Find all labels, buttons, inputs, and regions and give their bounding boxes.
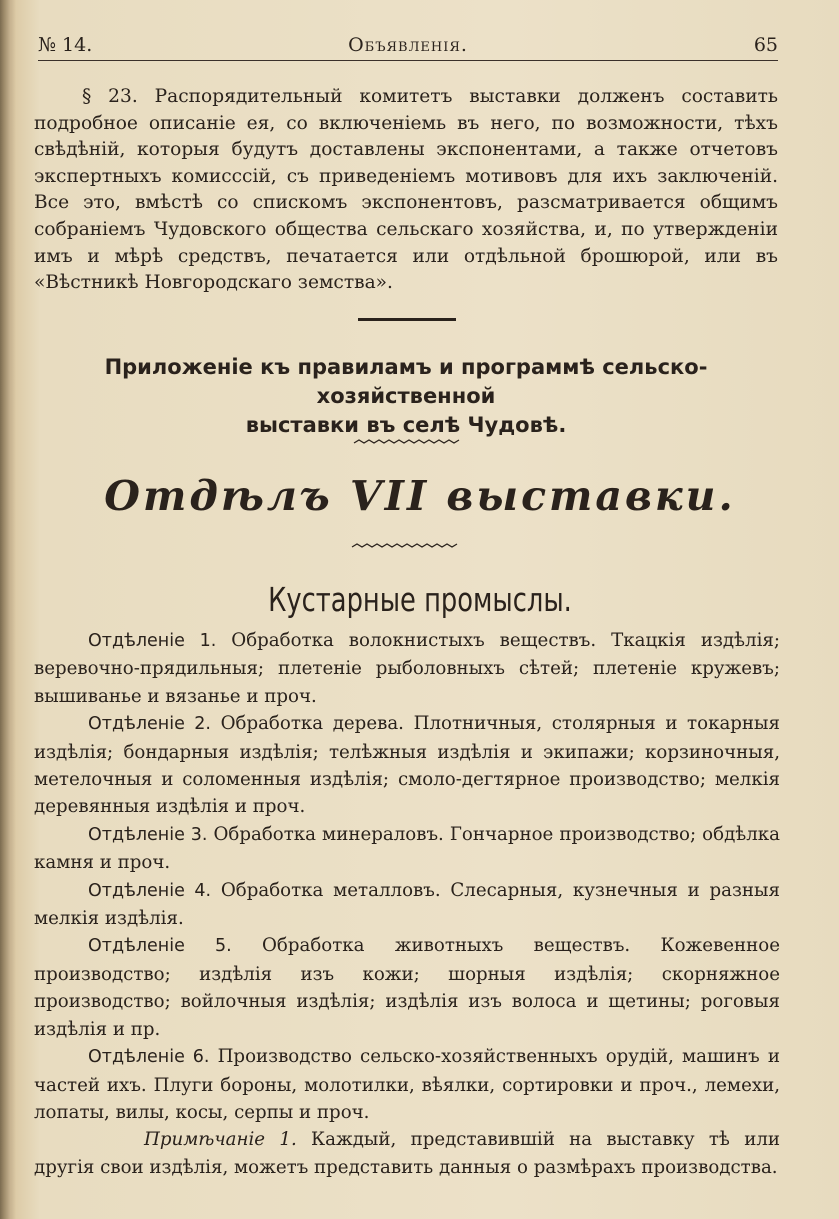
section-label: Отдѣленіе 3. [88, 824, 208, 845]
section-item [34, 627, 780, 710]
page-number: 65 [753, 34, 778, 56]
ornament-squiggle-top [352, 437, 462, 447]
note-label: Примѣчаніе 1. [144, 1129, 297, 1151]
note-text: Каждый, представившій на выставку тѣ или другія свои издѣлія, можетъ представить данныя о размѣрахъ производства. [34, 1129, 780, 1178]
department-subtitle: Кустарные промыслы. [268, 580, 572, 619]
appendix-heading [30, 353, 782, 440]
section-label: Отдѣленіе 1. [88, 631, 217, 651]
appendix-heading-line-2: выставки въ селѣ Чудовѣ. [245, 413, 567, 437]
note-paragraph [34, 1126, 780, 1181]
section-item [34, 710, 780, 821]
ornament-squiggle-bottom [350, 541, 460, 551]
section-item [34, 1043, 780, 1126]
page-spine-shadow [0, 0, 16, 1219]
running-header [38, 30, 778, 61]
section-text: Производство сельско-хозяйственныхъ орудій, машинъ и частей ихъ. Плуги бороны, молотилки, вѣялки, сортировки и проч., лемехи, лопаты, вилы, косы, серпы и проч. [34, 1046, 780, 1123]
section-text: Обработка волокнистыхъ веществъ. Ткацкія издѣлія; веревочно-прядильныя; плетеніе рыболовныхъ сѣтей; плетеніе кружевъ; вышиванье и вязанье и проч. [34, 630, 780, 707]
section-item [34, 877, 780, 933]
department-title: Отдѣлъ VII выставки. [104, 472, 736, 520]
paragraph-23 [34, 84, 778, 297]
sections-list [34, 627, 780, 1181]
section-label: Отдѣленіе 6. [88, 1047, 210, 1068]
section-text: Обработка дерева. Плотничныя, столярныя и токарныя издѣлія; бондарныя издѣлія; телѣжныя издѣлія и экипажи; корзиночныя, метелочныя и соломенныя издѣлія; смоло-дегтярное производство; мелкія деревянныя издѣлія и проч. [34, 713, 780, 818]
paragraph-23-text: § 23. Распорядительный комитетъ выставки долженъ составить подробное описаніе ея, со включеніемь въ него, по возможности, тѣхъ свѣдѣній, которыя будутъ доставлены экспонентами, а также отчетовъ экспертныхъ комисссій, съ приведеніемъ мотивовъ для ихъ заключеній. Все это, вмѣстѣ со спискомъ экспонентовъ, разсматривается общимъ собраніемъ Чудовского общества сельскаго хозяйства, и, по утвержденіи имъ и мѣрѣ средствъ, печатается или отдѣльной брошюрой, или въ «Вѣстникѣ Новгородскаго земства». [34, 86, 778, 294]
section-text: Обработка минераловъ. Гончарное производство; обдѣлка камня и проч. [34, 823, 780, 874]
section-divider-rule [358, 318, 456, 321]
section-label: Отдѣленіе 4. [88, 880, 212, 901]
section-label: Отдѣленіе 5. [88, 936, 232, 957]
section-text: Обработка животныхъ веществъ. Кожевенное производство; издѣлія изъ кожи; шорныя издѣлія; скорняжное производство; войлочныя издѣлія; издѣлія изъ волоса и щетины; роговыя издѣлія и пр. [34, 935, 780, 1040]
header-title: Объявленія. [348, 34, 468, 56]
section-item [34, 932, 780, 1043]
appendix-heading-line-1: Приложеніе къ правиламъ и программѣ сельско-хозяйственной [104, 355, 708, 408]
section-text: Обработка металловъ. Слесарныя, кузнечныя и разныя мелкія издѣлія. [34, 879, 780, 930]
section-item [34, 821, 780, 877]
issue-number: № 14. [38, 34, 93, 56]
section-label: Отдѣленіе 2. [88, 714, 211, 735]
